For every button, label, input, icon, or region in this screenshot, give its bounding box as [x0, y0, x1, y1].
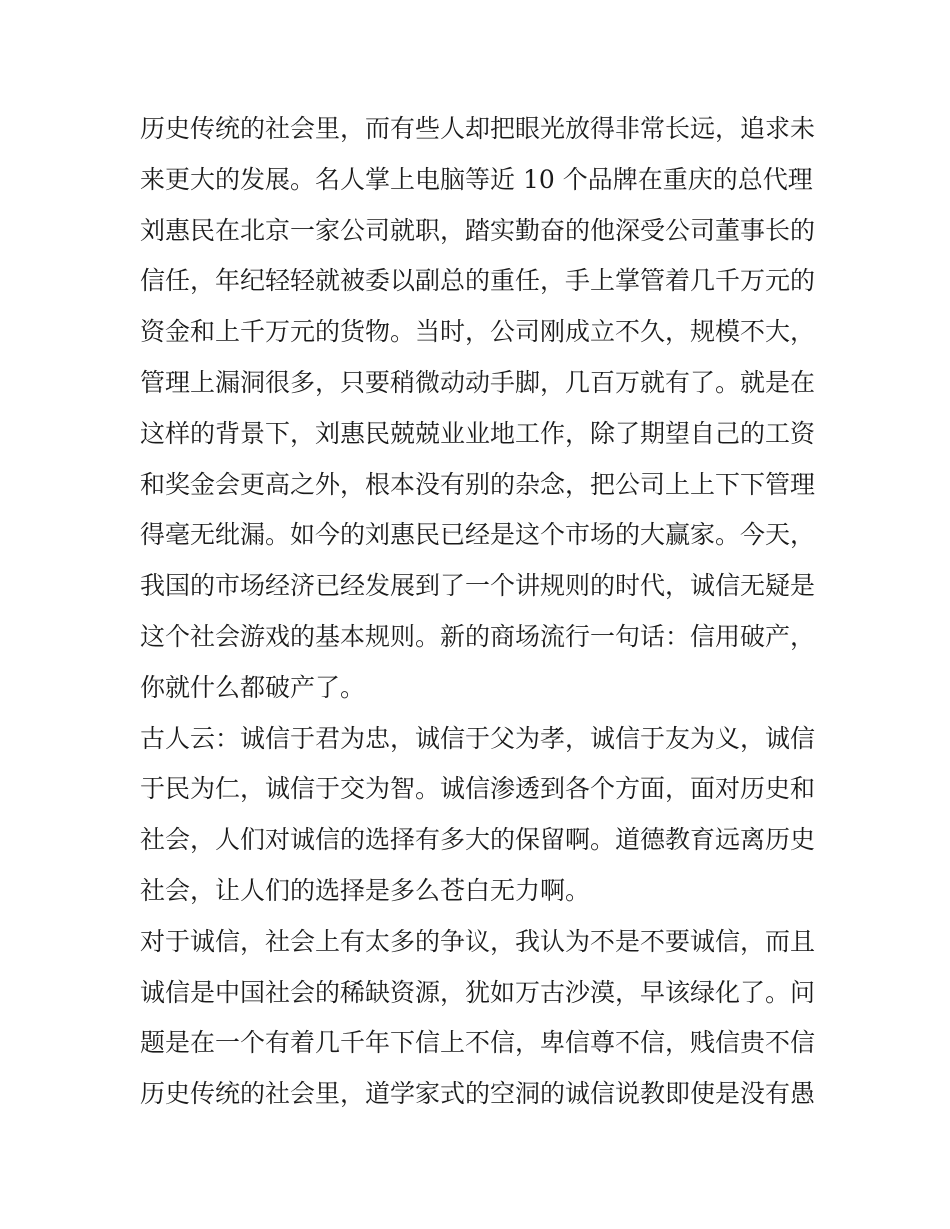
text-line: 你就什么都破产了。 [140, 672, 366, 702]
text-line: 这样的背景下，刘惠民兢兢业业地工作，除了期望自己的工资 [140, 418, 816, 448]
text-line: 历史传统的社会里，而有些人却把眼光放得非常长远，追求未 [140, 114, 816, 143]
text-line: 管理上漏洞很多，只要稍微动动手脚，几百万就有了。就是在 [140, 367, 816, 397]
text-line: 对于诚信，社会上有太多的争议，我认为不是不要诚信，而且 [140, 926, 816, 956]
text-line: 来更大的发展。名人掌上电脑等近 10 个品牌在重庆的总代理 [140, 164, 813, 194]
text-line: 这个社会游戏的基本规则。新的商场流行一句话：信用破产， [140, 621, 816, 651]
text-line: 刘惠民在北京一家公司就职，踏实勤奋的他深受公司董事长的 [140, 215, 816, 245]
text-line: 社会，人们对诚信的选择有多大的保留啊。道德教育远离历史 [140, 825, 816, 855]
text-line: 信任，年纪轻轻就被委以副总的重任，手上掌管着几千万元的 [140, 266, 816, 296]
text-line: 和奖金会更高之外，根本没有别的杂念，把公司上上下下管理 [140, 469, 816, 499]
text-line: 历史传统的社会里，道学家式的空洞的诚信说教即使是没有愚 [140, 1079, 816, 1109]
text-line: 题是在一个有着几千年下信上不信，卑信尊不信，贱信贵不信 [140, 1028, 816, 1058]
text-line: 资金和上千万元的货物。当时，公司刚成立不久，规模不大， [140, 317, 816, 347]
body-text [140, 104, 820, 1120]
text-line: 诚信是中国社会的稀缺资源，犹如万古沙漠，早该绿化了。问 [140, 977, 816, 1007]
text-line: 我国的市场经济已经发展到了一个讲规则的时代，诚信无疑是 [140, 571, 816, 601]
text-line: 古人云：诚信于君为忠，诚信于父为孝，诚信于友为义，诚信 [140, 723, 816, 753]
text-line: 于民为仁，诚信于交为智。诚信渗透到各个方面，面对历史和 [140, 774, 816, 804]
text-line: 社会，让人们的选择是多么苍白无力啊。 [140, 875, 591, 905]
text-line: 得毫无纰漏。如今的刘惠民已经是这个市场的大赢家。今天， [140, 520, 816, 550]
